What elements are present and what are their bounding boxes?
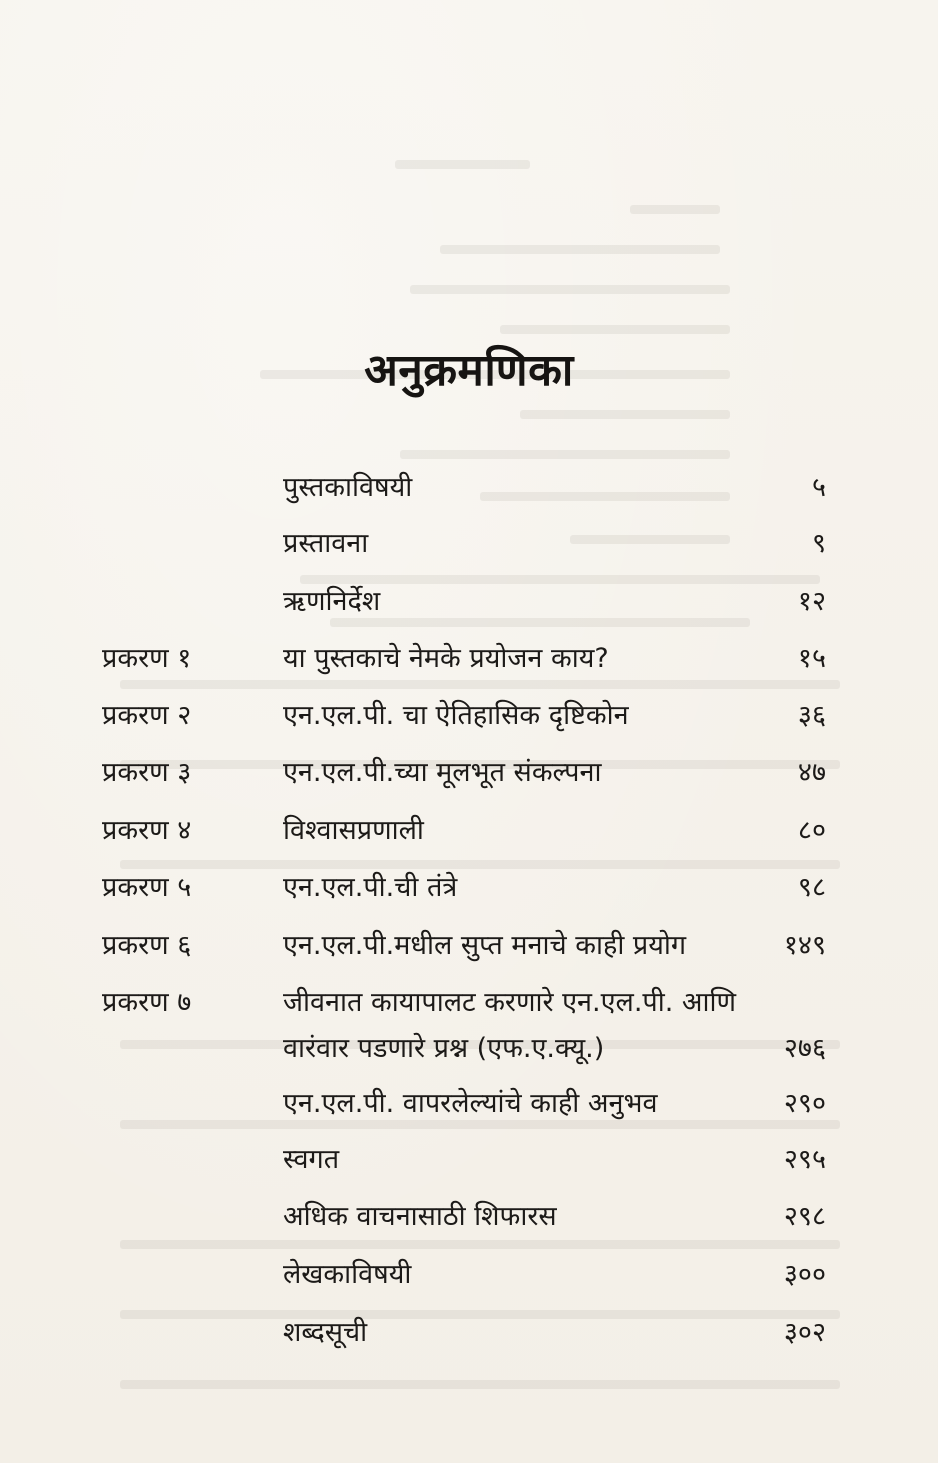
toc-entry <box>0 1252 938 1298</box>
page-number: २७६ <box>783 1033 826 1064</box>
page-number: ९८ <box>797 872 826 903</box>
toc-entry <box>0 579 938 625</box>
entry-title: एन.एल.पी.ची तंत्रे <box>283 872 458 903</box>
entry-title-line-1: जीवनात कायापालट करणारे एन.एल.पी. आणि <box>283 987 737 1018</box>
toc-entry <box>0 693 938 739</box>
page-number: २९८ <box>783 1201 826 1232</box>
entry-title: ऋणनिर्देश <box>283 586 381 617</box>
chapter-label: प्रकरण ५ <box>102 872 192 903</box>
page-number: ८० <box>797 815 826 846</box>
page-number: १५ <box>797 643 826 674</box>
toc-entry <box>0 521 938 567</box>
chapter-label: प्रकरण १ <box>102 643 192 674</box>
page-number: ३०० <box>783 1259 826 1290</box>
toc-entry <box>0 1310 938 1356</box>
entry-title: शब्दसूची <box>283 1317 368 1348</box>
page-number: ३०२ <box>783 1317 826 1348</box>
chapter-label: प्रकरण ४ <box>102 815 192 846</box>
bleed-through-text <box>520 410 730 419</box>
bleed-through-text <box>500 325 730 334</box>
entry-title: पुस्तकाविषयी <box>283 472 413 503</box>
toc-entry <box>0 865 938 911</box>
toc-entry <box>0 750 938 796</box>
toc-entry <box>0 636 938 682</box>
entry-title: या पुस्तकाचे नेमके प्रयोजन काय? <box>283 643 609 674</box>
page-number: २९० <box>783 1088 826 1119</box>
toc-entry <box>0 808 938 854</box>
entry-title: विश्वासप्रणाली <box>283 815 424 846</box>
page-number: ५ <box>811 472 826 503</box>
entry-title: प्रस्तावना <box>283 528 369 559</box>
entry-title: अधिक वाचनासाठी शिफारस <box>283 1201 557 1232</box>
chapter-label: प्रकरण २ <box>102 700 192 731</box>
bleed-through-text <box>120 1240 840 1249</box>
bleed-through-text <box>395 160 530 169</box>
page-number: ४७ <box>797 757 826 788</box>
toc-entry <box>0 980 938 1072</box>
toc-entry <box>0 923 938 969</box>
bleed-through-text <box>630 205 720 214</box>
toc-entry <box>0 1194 938 1240</box>
page-number: १२ <box>797 586 826 617</box>
chapter-label: प्रकरण ७ <box>102 987 192 1018</box>
entry-title: एन.एल.पी.मधील सुप्त मनाचे काही प्रयोग <box>283 930 687 961</box>
entry-title <box>283 980 736 1072</box>
entry-title: स्वगत <box>283 1144 340 1175</box>
page-number: ३६ <box>797 700 826 731</box>
toc-entry <box>0 465 938 511</box>
entry-title-line-2: वारंवार पडणारे प्रश्न (एफ.ए.क्यू.) <box>283 1033 605 1064</box>
chapter-label: प्रकरण ३ <box>102 757 192 788</box>
entry-title: एन.एल.पी. चा ऐतिहासिक दृष्टिकोन <box>283 700 629 731</box>
bleed-through-text <box>410 285 730 294</box>
bleed-through-text <box>400 450 730 459</box>
bleed-through-text <box>120 1380 840 1389</box>
page-number: ९ <box>811 528 826 559</box>
entry-title: एन.एल.पी.च्या मूलभूत संकल्पना <box>283 757 602 788</box>
toc-entry <box>0 1137 938 1183</box>
bleed-through-text <box>440 245 720 254</box>
page-number: २९५ <box>783 1144 826 1175</box>
toc-entry <box>0 1081 938 1127</box>
entry-title: लेखकाविषयी <box>283 1259 412 1290</box>
page-title: अनुक्रमणिका <box>364 345 574 396</box>
entry-title: एन.एल.पी. वापरलेल्यांचे काही अनुभव <box>283 1088 658 1119</box>
chapter-label: प्रकरण ६ <box>102 930 192 961</box>
page-number: १४९ <box>783 930 826 961</box>
